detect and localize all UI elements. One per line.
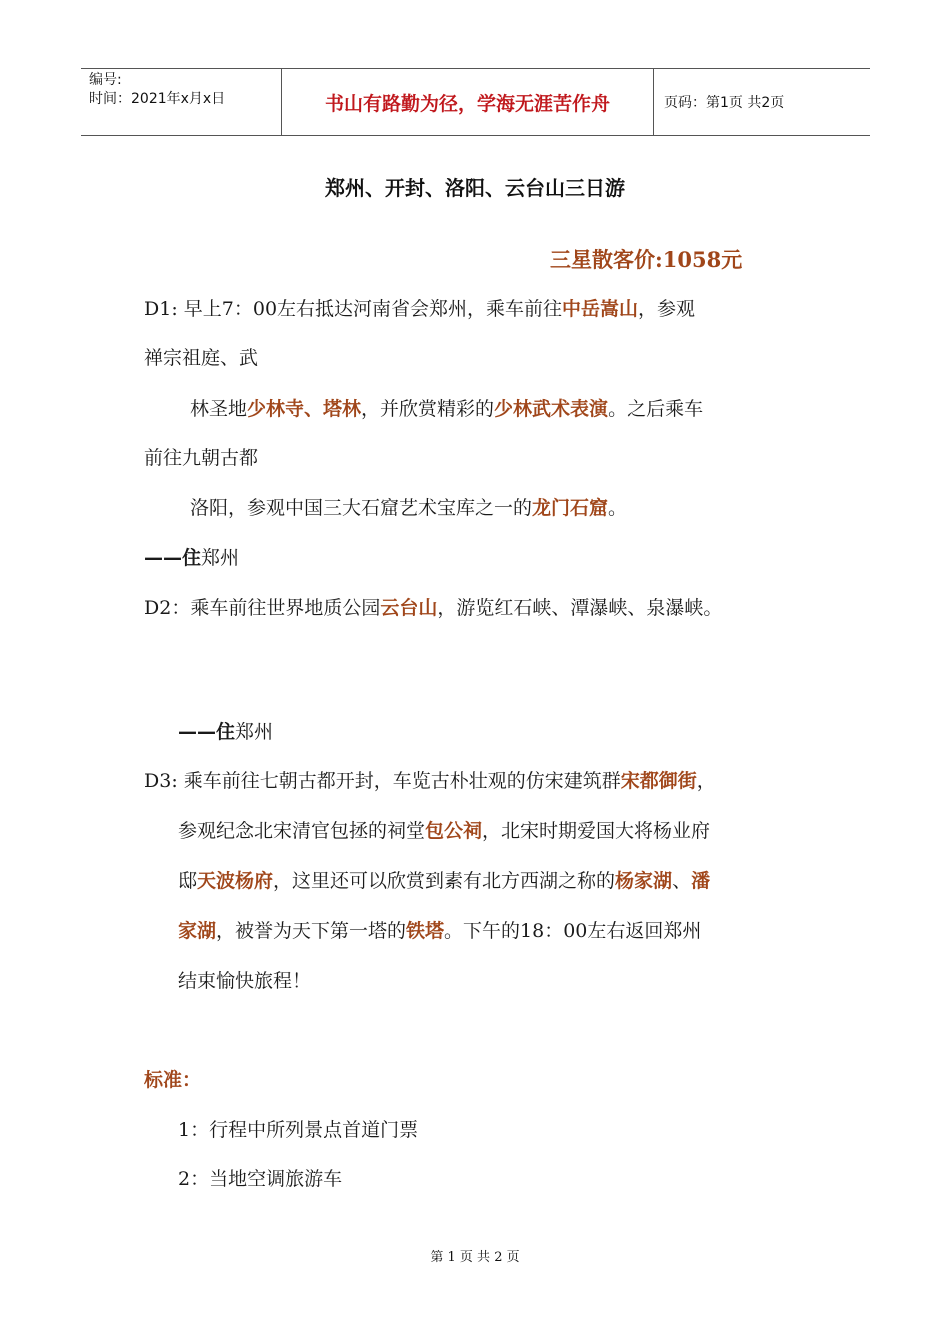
d1-stay: ——住郑州 — [144, 547, 240, 569]
d3-line-4: 家湖，被誉为天下第一塔的铁塔。下午的18：00左右返回郑州 — [178, 920, 702, 942]
d2-stay: ——住郑州 — [178, 721, 274, 743]
highlight: 少林寺、塔林 — [247, 398, 362, 420]
highlight: 少林武术表演 — [494, 398, 609, 420]
number-label: 编号: — [89, 72, 122, 88]
header-meta — [81, 69, 281, 135]
page-title: 郑州、开封、洛阳、云台山三日游 — [325, 176, 625, 200]
highlight: 包公祠 — [425, 820, 483, 842]
d1-line-2: 禅宗祖庭、武 — [144, 347, 259, 369]
d3-line-2: 参观纪念北宋清官包拯的祠堂包公祠，北宋时期爱国大将杨业府 — [178, 820, 711, 842]
highlight: 杨家湖 — [615, 870, 673, 892]
highlight: 家湖 — [178, 920, 217, 942]
d1-line-3: 林圣地少林寺、塔林，并欣赏精彩的少林武术表演。之后乘车 — [190, 398, 704, 420]
d2-line-1: D2：乘车前往世界地质公园云台山，游览红石峡、潭瀑峡、泉瀑峡。 — [144, 597, 723, 619]
d1-line-1: D1: 早上7：00左右抵达河南省会郑州，乘车前往中岳嵩山，参观 — [144, 298, 696, 320]
price-tag: 三星散客价:1058元 — [550, 247, 743, 272]
highlight: 中岳嵩山 — [562, 298, 639, 320]
d3-line-5: 结束愉快旅程！ — [178, 970, 312, 992]
page-footer: 第 1 页 共 2 页 — [430, 1250, 520, 1265]
highlight: 宋都御街 — [620, 770, 697, 792]
d1-line-5: 洛阳，参观中国三大石窟艺术宝库之一的龙门石窟。 — [190, 497, 628, 519]
d1-line-4: 前往九朝古都 — [144, 447, 259, 469]
d3-line-1: D3: 乘车前往七朝古都开封，车览古朴壮观的仿宋建筑群宋都御街， — [144, 770, 716, 792]
document-header — [81, 68, 870, 136]
standard-item: 2：当地空调旅游车 — [178, 1168, 343, 1190]
date-label: 时间：2021年x月x日 — [89, 91, 226, 107]
standard-item: 1：行程中所列景点首道门票 — [178, 1119, 419, 1141]
motto: 书山有路勤为径，学海无涯苦作舟 — [281, 69, 654, 135]
highlight: 龙门石窟 — [532, 497, 609, 519]
d3-line-3: 邸天波杨府，这里还可以欣赏到素有北方西湖之称的杨家湖、潘 — [178, 870, 711, 892]
standard-heading: 标准： — [144, 1069, 202, 1091]
page-info: 页码：第1页 共2页 — [664, 95, 785, 111]
highlight: 铁塔 — [406, 920, 445, 942]
highlight: 潘 — [691, 870, 711, 892]
highlight: 天波杨府 — [197, 870, 274, 892]
highlight: 云台山 — [380, 597, 438, 619]
